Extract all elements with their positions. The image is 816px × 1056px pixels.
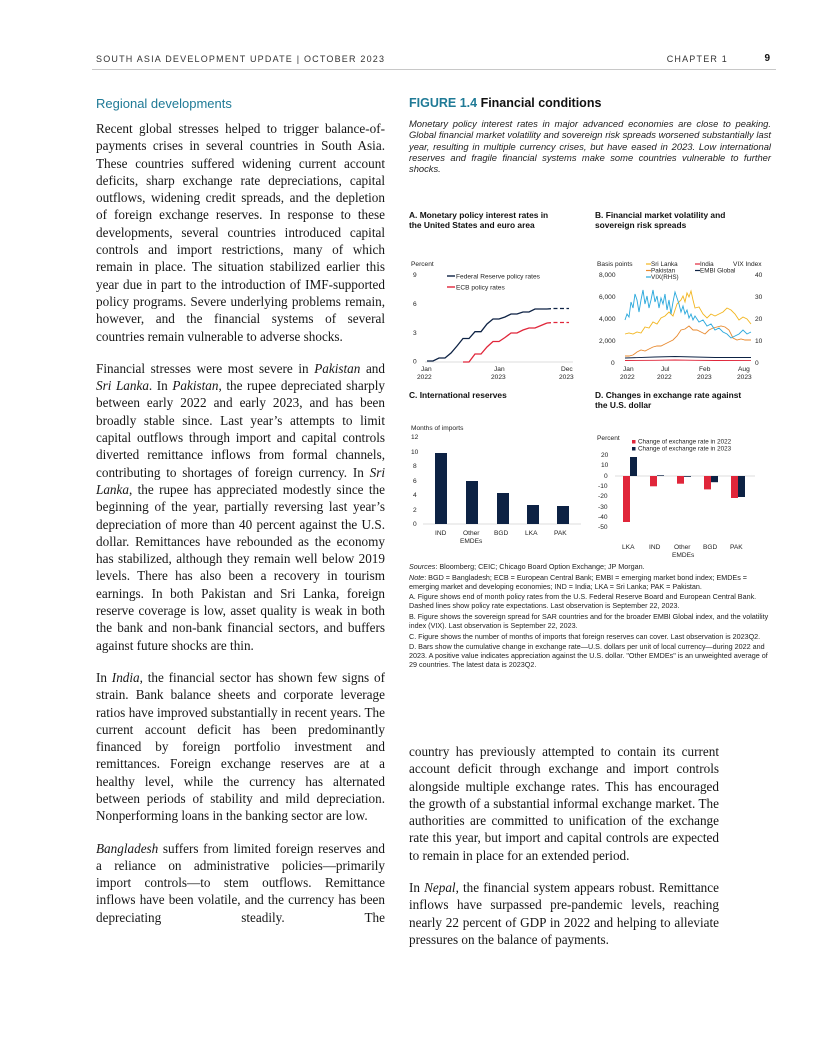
svg-text:Jan: Jan	[421, 366, 432, 373]
panel-b-volatility-spreads	[595, 210, 777, 380]
svg-text:2022: 2022	[657, 374, 672, 381]
svg-text:BGD: BGD	[494, 530, 509, 537]
svg-text:2023: 2023	[491, 374, 506, 381]
svg-text:2022: 2022	[620, 374, 635, 381]
panel-d-title: D. Changes in exchange rate against the U.S. dollar	[595, 390, 742, 410]
svg-text:0: 0	[604, 473, 608, 480]
panel-c-chart	[409, 400, 589, 550]
panel-d-exchange-rates	[595, 390, 777, 560]
svg-text:10: 10	[755, 338, 763, 345]
svg-text:PAK: PAK	[554, 530, 567, 537]
svg-text:6: 6	[413, 301, 417, 308]
panel-c-title: C. International reserves	[409, 390, 507, 400]
svg-text:Change of exchange rate in 202: Change of exchange rate in 2022	[638, 438, 732, 446]
svg-text:9: 9	[413, 272, 417, 279]
figure-1-4	[409, 96, 771, 174]
paragraph-bangladesh-continued: country has previously attempted to contain its current account deficit through exchange and import controls alongside multiple exchange rates. This has encouraged the growth of a substantial informal exchange market. The authorities are committed to unification of the exchange rate this year, but import and capital controls are expected to remain in place for an extended period.	[409, 744, 719, 863]
svg-text:ECB policy rates: ECB policy rates	[456, 284, 505, 292]
svg-text:Months of imports: Months of imports	[411, 425, 464, 432]
svg-text:Percent: Percent	[411, 261, 434, 268]
svg-text:EMBI Global: EMBI Global	[700, 267, 736, 275]
svg-text:3: 3	[413, 330, 417, 337]
svg-text:Feb: Feb	[699, 366, 711, 373]
svg-text:Jan: Jan	[623, 366, 634, 373]
svg-text:10: 10	[601, 462, 609, 469]
svg-text:Other: Other	[463, 530, 480, 537]
svg-text:4,000: 4,000	[599, 316, 616, 323]
svg-text:-40: -40	[598, 514, 608, 521]
left-column	[96, 96, 385, 941]
svg-text:IND: IND	[649, 544, 661, 551]
svg-text:Percent: Percent	[597, 435, 620, 442]
panel-b-chart	[595, 230, 777, 380]
publication-title: SOUTH ASIA DEVELOPMENT UPDATE | OCTOBER 2023	[96, 54, 386, 64]
svg-text:-30: -30	[598, 504, 608, 511]
notes-panel-b: B. Figure shows the sovereign spread for SAR countries and for the broader EMBI Global index, and the volatility index (VIX). Last observation is September 22, 2023.	[409, 611, 769, 631]
page-number: 9	[764, 53, 770, 64]
svg-text:6: 6	[413, 478, 417, 485]
svg-text:20: 20	[755, 316, 763, 323]
svg-text:Jul: Jul	[661, 366, 670, 373]
svg-text:EMDEs: EMDEs	[460, 538, 483, 545]
svg-text:Jan: Jan	[494, 366, 505, 373]
svg-text:12: 12	[411, 434, 419, 441]
svg-text:2: 2	[413, 507, 417, 514]
panel-d-chart	[595, 410, 777, 560]
svg-text:PAK: PAK	[730, 544, 743, 551]
panel-a-policy-rates	[409, 210, 589, 381]
svg-text:2023: 2023	[697, 374, 712, 381]
svg-text:BGD: BGD	[703, 544, 718, 551]
notes-panel-a: A. Figure shows end of month policy rates from the U.S. Federal Reserve Board and European Central Bank. Dashed lines show policy rate expectations. Last observation is September 22, 2023.	[409, 592, 757, 611]
panel-b-title: B. Financial market volatility and sovereign risk spreads	[595, 210, 726, 230]
svg-text:Other: Other	[674, 544, 691, 551]
svg-text:-50: -50	[598, 524, 608, 531]
svg-text:0: 0	[611, 360, 615, 367]
svg-text:LKA: LKA	[525, 530, 538, 537]
notes-abbreviations: Note: BGD = Bangladesh; ECB = European Central Bank; EMBI = emerging market bond index; EMDEs = emerging market and developing economies; IND = India; LKA = Sri Lanka; PAK = Pakistan.	[409, 572, 747, 591]
section-heading: Regional developments	[96, 96, 232, 111]
svg-text:0: 0	[755, 360, 759, 367]
svg-text:Basis points: Basis points	[597, 261, 633, 268]
svg-text:40: 40	[755, 272, 763, 279]
svg-text:Sri Lanka: Sri Lanka	[651, 261, 678, 268]
svg-text:8: 8	[413, 463, 417, 470]
svg-text:30: 30	[755, 294, 763, 301]
paragraph-intro: Recent global stresses helped to trigger balance-of-payments crises in several countries in South Asia. These countries suffered widening current account deficits, sharp exchange rate depreciations, capital outflows, widening credit spreads, and the depletion of foreign exchange reserves. In response to these developments, several countries introduced capital controls and import restrictions, many of which remain in place. The situation stabilized earlier this year due in part to the introduction of IMF-supported policy programs. Severe underlying problems remain, however, and the financial systems of several countries remain vulnerable to adverse shocks.	[96, 121, 385, 344]
panel-a-chart	[409, 230, 589, 381]
figure-caption: Monetary policy interest rates in major advanced economies are close to peaking. Global financial market volatility and sovereign risk spreads worsened substantially last year, resulting in multiple currency crises, but have eased in 2023. Low international reserves and fragile financial systems make some countries vulnerable to further shocks.	[409, 118, 771, 175]
svg-text:0: 0	[413, 358, 417, 366]
svg-text:10: 10	[411, 449, 419, 456]
running-header	[92, 52, 776, 70]
figure-title: FIGURE 1.4 Financial conditions	[409, 96, 602, 110]
svg-text:-10: -10	[598, 483, 608, 490]
svg-text:Federal Reserve policy rates: Federal Reserve policy rates	[456, 273, 540, 281]
svg-text:Pakistan: Pakistan	[651, 267, 676, 275]
svg-text:-20: -20	[598, 493, 608, 500]
svg-text:Change of exchange rate in 202: Change of exchange rate in 2023	[638, 445, 732, 453]
svg-text:2023: 2023	[559, 374, 574, 381]
svg-text:4: 4	[413, 492, 417, 499]
svg-text:Aug: Aug	[738, 366, 750, 373]
panel-a-title: A. Monetary policy interest rates in the United States and euro area	[409, 210, 549, 230]
notes-panel-c: C. Figure shows the number of months of imports that foreign reserves can cover. Last observation is 2023Q2.	[409, 631, 761, 641]
paragraph-bangladesh: Bangladesh suffers from limited foreign reserves and a reliance on administrative policies—primarily import controls—to stem outflows. Remittance inflows have been volatile, and the currency has been depreciating steadily. The	[96, 840, 385, 925]
paragraph-pakistan-srilanka: Financial stresses were most severe in Pakistan and Sri Lanka. In Pakistan, the rupee depreciated sharply between early 2022 and early 2023, and has been broadly stable since. Last year’s attempts to limit capital outflows through import and capital controls diverted remittance inflows from formal channels, contributing to shortages of foreign currency. In Sri Lanka, the rupee has appreciated modestly since the beginning of the year, partially reversing last year’s depreciation of more than 40 percent against the U.S. dollar. Remittances have rebounded as the economy has stabilized, although they remain well below 2019 levels. There has also been a recovery in tourism earnings. In both Pakistan and Sri Lanka, foreign reserve coverage is low, asset quality is weak in both the bank and non-bank financial sectors, and buffers against future shocks are thin.	[96, 360, 385, 653]
svg-text:VIX Index: VIX Index	[733, 261, 762, 268]
svg-text:2023: 2023	[737, 374, 752, 381]
paragraph-india: In India, the financial sector has shown few signs of strain. Bank balance sheets and corporate leverage ratios have improved substantially in recent years. The current account deficit has been predominantly financed by foreign portfolio investment and remittances. Foreign exchange reserves are at a healthy level, while the currency has alternated between periods of stability and mild depreciation. Nonperforming loans in the banking sector are low.	[96, 669, 385, 824]
svg-text:20: 20	[601, 452, 609, 459]
panel-c-reserves	[409, 390, 589, 550]
svg-text:0: 0	[413, 521, 417, 528]
svg-text:LKA: LKA	[622, 544, 635, 551]
svg-text:VIX(RHS): VIX(RHS)	[651, 274, 679, 281]
right-column	[409, 743, 719, 963]
chapter-label: CHAPTER 1	[666, 54, 728, 64]
svg-text:8,000: 8,000	[599, 272, 616, 279]
svg-text:Dec: Dec	[561, 366, 573, 373]
svg-text:2022: 2022	[417, 374, 432, 381]
notes-sources: Sources: Bloomberg; CEIC; Chicago Board Option Exchange; JP Morgan.	[409, 562, 645, 571]
svg-text:2,000: 2,000	[599, 338, 616, 345]
svg-text:India: India	[700, 261, 714, 268]
svg-text:6,000: 6,000	[599, 294, 616, 301]
svg-text:IND: IND	[435, 530, 447, 537]
paragraph-nepal: In Nepal, the financial system appears robust. Remittance inflows have surpassed pre-pandemic levels, reaching nearly 22 percent of GDP in 2022 and helping to alleviate pressures on the balance of payments.	[409, 880, 719, 947]
figure-notes	[409, 562, 775, 671]
notes-panel-d: D. Bars show the cumulative change in exchange rate—U.S. dollars per unit of local currency—during 2022 and 2023. A positive value indicates appreciation against the U.S. dollar. "Other EMDEs" is an unweighted average of 29 countries. The latest data is 2023Q2.	[409, 642, 768, 670]
svg-text:EMDEs: EMDEs	[672, 552, 695, 559]
